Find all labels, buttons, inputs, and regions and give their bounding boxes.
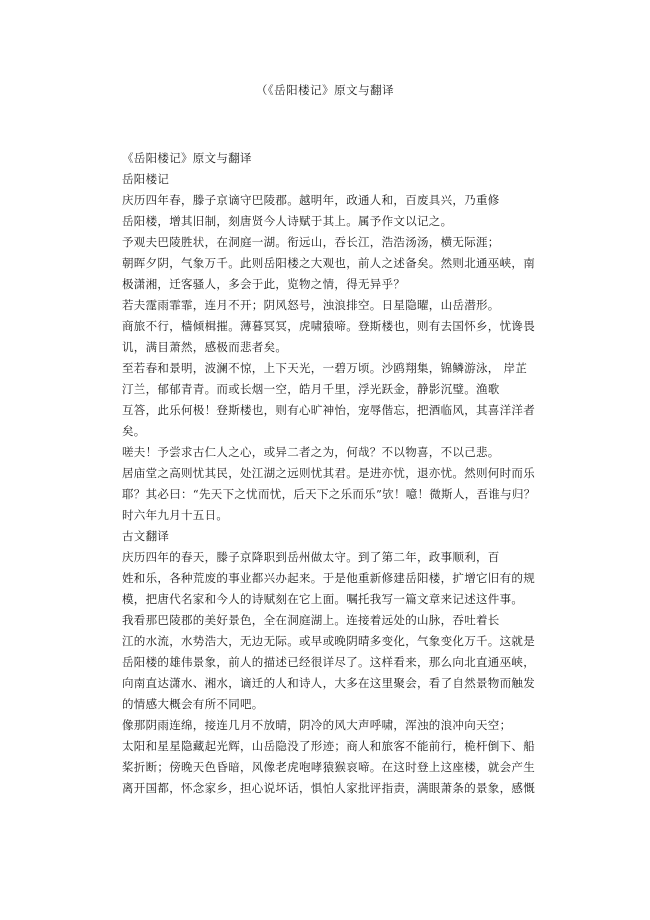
text-line: 岳阳楼，增其旧制，刻唐贤今人诗赋于其上。属予作文以记之。 (122, 214, 453, 228)
text-line: 商旅不行，樯倾楫摧。薄暮冥冥，虎啸猿啼。登斯楼也，则有去国怀乡，忧谗畏 (122, 319, 535, 333)
document-body (122, 148, 542, 799)
text-line: 朝晖夕阴，气象万千。此则岳阳楼之大观也，前人之述备矣。然则北通巫峡，南 (122, 256, 535, 270)
text-line: 岳阳楼的雄伟景象，前人的描述已经很详尽了。这样看来，那么向北直通巫峡， (122, 655, 535, 669)
text-line: 江的水流，水势浩大，无边无际。或早或晚阴晴多变化，气象变化万千。这就是 (122, 634, 535, 648)
section-heading: 古文翻译 (122, 529, 170, 543)
text-line: 矣。 (122, 424, 146, 438)
text-line: 庆历四年的春天，滕子京降职到岳州做太守。到了第二年，政事顺利，百 (122, 550, 500, 564)
text-line: 耶？其必曰：“先天下之忧而忧，后天下之乐而乐”欤！噫！微斯人，吾谁与归？ (122, 487, 536, 501)
text-line: 至若春和景明，波澜不惊，上下天光，一碧万顷。沙鸥翔集，锦鳞游泳， 岸芷 (122, 361, 528, 375)
text-line: 姓和乐，各种荒废的事业都兴办起来。于是他重新修建岳阳楼，扩增它旧有的规 (122, 571, 535, 585)
text-line: 桨折断；傍晚天色昏暗，风像老虎咆哮猿猴哀啼。在这时登上这座楼，就会产生 (122, 760, 535, 774)
text-line: 我看那巴陵郡的美好景色，全在洞庭湖上。连接着远处的山脉，吞吐着长 (122, 613, 500, 627)
text-line: 汀兰，郁郁青青。而或长烟一空，皓月千里，浮光跃金，静影沉璧。渔歌 (122, 382, 500, 396)
text-line: 予观夫巴陵胜状，在洞庭一湖。衔远山，吞长江，浩浩汤汤，横无际涯； (122, 235, 500, 249)
text-line: 向南直达潇水、湘水，谪迁的人和诗人，大多在这里聚会，看了自然景物而触发 (122, 676, 535, 690)
text-line: 的情感大概会有所不同吧。 (122, 697, 264, 711)
text-line: 讥，满目萧然，感极而悲者矣。 (122, 340, 288, 354)
text-line: 庆历四年春，滕子京谪守巴陵郡。越明年，政通人和，百废具兴，乃重修 (122, 193, 500, 207)
text-line: 离开国都，怀念家乡，担心说坏话，惧怕人家批评指责，满眼萧条的景象，感慨 (122, 781, 535, 795)
document-title: （《岳阳楼记》原文与翻译 (255, 83, 395, 97)
text-line: 像那阴雨连绵，接连几月不放晴，阴冷的风大声呼啸，浑浊的浪冲向天空； (122, 718, 512, 732)
text-line: 模，把唐代名家和今人的诗赋刻在它上面。嘱托我写一篇文章来记述这件事。 (122, 592, 524, 606)
text-line: 互答，此乐何极！登斯楼也，则有心旷神怡，宠辱偕忘，把酒临风，其喜洋洋者 (122, 403, 535, 417)
text-line: 极潇湘，迁客骚人，多会于此，览物之情，得无异乎？ (122, 277, 406, 291)
text-line: 居庙堂之高则忧其民，处江湖之远则忧其君。是进亦忧，退亦忧。然则何时而乐 (122, 466, 535, 480)
text-line: 太阳和星星隐藏起光辉，山岳隐没了形迹；商人和旅客不能前行，桅杆倒下、船 (122, 739, 535, 753)
heading-line: 《岳阳楼记》原文与翻译 (122, 151, 252, 165)
text-line: 时六年九月十五日。 (122, 508, 229, 522)
text-line: 嗟夫！予尝求古仁人之心，或异二者之为，何哉？不以物喜，不以己悲。 (122, 445, 500, 459)
section-heading: 岳阳楼记 (122, 172, 170, 186)
text-line: 若夫霪雨霏霏，连月不开；阴风怒号，浊浪排空。日星隐曜，山岳潜形。 (122, 298, 500, 312)
